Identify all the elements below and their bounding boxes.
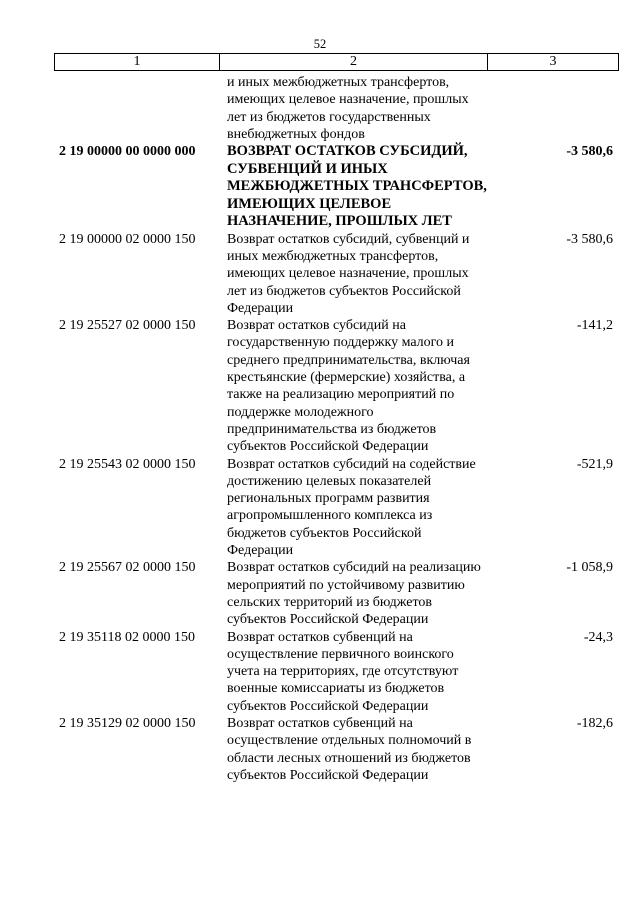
row-code: 2 19 00000 00 0000 000 xyxy=(59,144,196,160)
row-name: Возврат остатков субвенций на осуществление первичного воинского учета на территориях, где отсутствуют военные комиссариаты из бюджетов субъектов Российской Федерации xyxy=(227,629,459,714)
header-col-3: 3 xyxy=(549,54,557,69)
table-header xyxy=(54,53,619,71)
table-row xyxy=(0,629,640,715)
header-col-1: 1 xyxy=(55,54,220,70)
table-row xyxy=(0,143,640,231)
table-row xyxy=(0,74,640,143)
row-name: Возврат остатков субсидий, субвенций и иных межбюджетных трансфертов, имеющих целевое назначение, прошлых лет из бюджетов субъектов Российской Федерации xyxy=(227,231,470,316)
row-amount: -24,3 xyxy=(583,629,613,645)
row-code: 2 19 35118 02 0000 150 xyxy=(59,629,195,645)
table-row xyxy=(0,317,640,455)
row-code: 2 19 25567 02 0000 150 xyxy=(59,560,196,576)
row-name: Возврат остатков субсидий на содействие достижению целевых показателей региональных программ развития агропромышленного комплекса из бюджетов субъектов Российской Федерации xyxy=(227,456,476,559)
row-amount: -3 580,6 xyxy=(566,231,613,247)
row-name: ВОЗВРАТ ОСТАТКОВ СУБСИДИЙ, СУБВЕНЦИЙ И ИНЫХ МЕЖБЮДЖЕТНЫХ ТРАНСФЕРТОВ, ИМЕЮЩИХ ЦЕЛЕВОЕ НАЗНАЧЕНИЕ, ПРОШЛЫХ ЛЕТ xyxy=(227,143,487,230)
row-amount: -3 580,6 xyxy=(566,144,613,160)
page-number: 52 xyxy=(313,37,327,51)
row-code: 2 19 25527 02 0000 150 xyxy=(59,318,196,334)
row-name: Возврат остатков субсидий на реализацию мероприятий по устойчивому развитию сельских территорий из бюджетов субъектов Российской Федерации xyxy=(227,560,481,628)
table-row xyxy=(0,231,640,317)
row-code: 2 19 35129 02 0000 150 xyxy=(59,716,196,731)
header-col-2: 2 xyxy=(220,54,488,70)
row-code: 2 19 25543 02 0000 150 xyxy=(59,456,196,472)
table-body xyxy=(0,74,640,784)
row-amount: -521,9 xyxy=(576,456,613,472)
row-name: Возврат остатков субвенций на осуществление отдельных полномочий в области лесных отношений из бюджетов субъектов Российской Федерации xyxy=(227,716,472,783)
row-amount: -182,6 xyxy=(576,716,613,731)
row-amount: -1 058,9 xyxy=(566,560,613,576)
row-code: 2 19 00000 02 0000 150 xyxy=(59,231,196,247)
row-amount: -141,2 xyxy=(576,318,613,334)
row-name: и иных межбюджетных трансфертов, имеющих целевое назначение, прошлых лет из бюджетов государственных внебюджетных фондов xyxy=(227,75,469,142)
table-row xyxy=(0,559,640,628)
table-row xyxy=(0,715,640,784)
row-name: Возврат остатков субсидий на государственную поддержку малого и среднего предпринимательства, включая крестьянские (фермерские) хозяйства, а также на реализацию мероприятий по поддержке молодежного предпринимательства из бюджетов субъектов Российской Федерации xyxy=(227,318,470,455)
table-row xyxy=(0,456,640,560)
